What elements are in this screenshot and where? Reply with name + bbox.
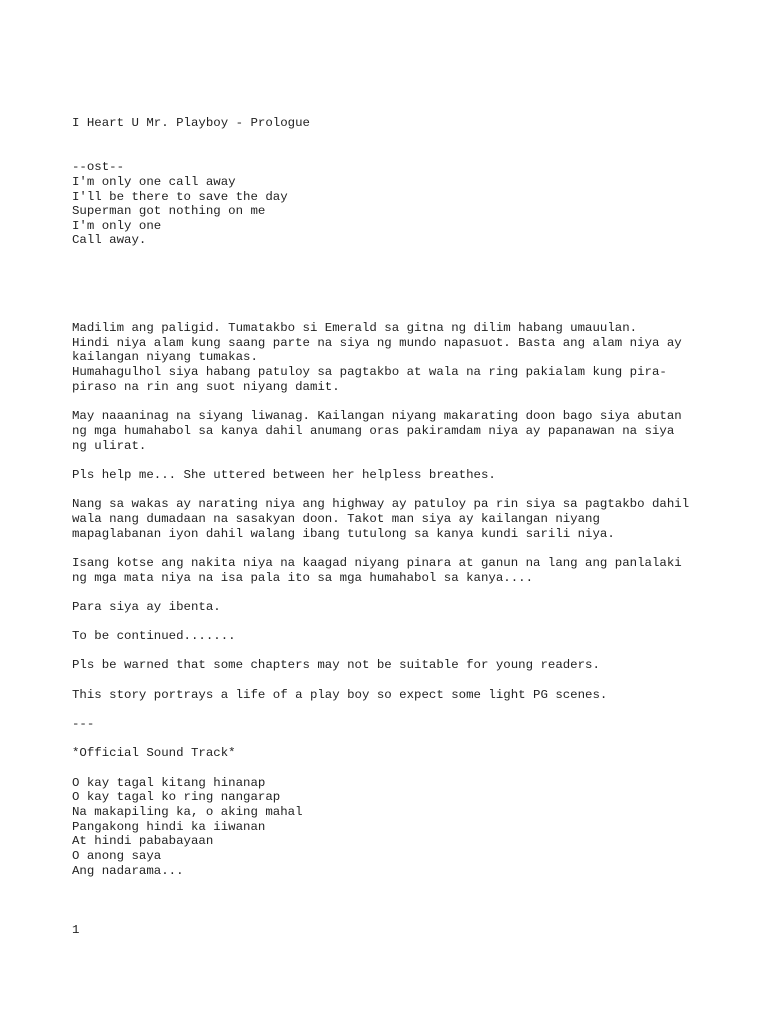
story-paragraph-line: Para siya ay ibenta. [72, 600, 221, 614]
story-paragraph-line: To be continued....... [72, 629, 236, 643]
story-paragraph-line: mapaglabanan iyon dahil walang ibang tutulong sa kanya kundi sarili niya. [72, 527, 615, 541]
story-paragraph-line: piraso na rin ang suot niyang damit. [72, 380, 340, 394]
soundtrack-lyric-line: Na makapiling ka, o aking mahal [72, 805, 303, 819]
story-paragraph-line: May naaaninag na siyang liwanag. Kailangan niyang makarating doon bago siya abutan [72, 409, 682, 423]
soundtrack-lyric-line: Pangakong hindi ka iiwanan [72, 820, 266, 834]
ost-lyric-line: I'm only one [72, 219, 162, 233]
story-paragraph-line: ng mga mata niya na isa pala ito sa mga humahabol sa kanya.... [72, 571, 534, 585]
ost-lyric-line: Superman got nothing on me [72, 204, 266, 218]
warning-line: This story portrays a life of a play boy so expect some light PG scenes. [72, 688, 608, 702]
story-paragraph-line: Pls help me... She uttered between her helpless breathes. [72, 468, 496, 482]
soundtrack-lyric-line: Ang nadarama... [72, 864, 184, 878]
story-paragraph-line: Isang kotse ang nakita niya na kaagad niyang pinara at ganun na lang ang panlalaki [72, 556, 682, 570]
page-number: 1 [72, 923, 80, 937]
soundtrack-lyric-line: O kay tagal ko ring nangarap [72, 790, 281, 804]
ost-lyric-line: I'll be there to save the day [72, 190, 288, 204]
story-paragraph-line: wala nang dumadaan na sasakyan doon. Takot man siya ay kailangan niyang [72, 512, 600, 526]
story-paragraph-line: ng mga humahabol sa kanya dahil anumang oras pakiramdam niya ay papanawan na siya [72, 424, 675, 438]
soundtrack-lyric-line: O kay tagal kitang hinanap [72, 776, 266, 790]
story-paragraph-line: kailangan niyang tumakas. [72, 350, 258, 364]
warning-line: Pls be warned that some chapters may not be suitable for young readers. [72, 658, 600, 672]
ost-lyric-line: Call away. [72, 233, 147, 247]
story-paragraph-line: ng ulirat. [72, 439, 147, 453]
story-paragraph-line: Nang sa wakas ay narating niya ang highway ay patuloy pa rin siya sa pagtakbo dahil [72, 497, 690, 511]
soundtrack-header: *Official Sound Track* [72, 746, 236, 760]
ost-header: --ost-- [72, 160, 125, 174]
soundtrack-lyric-line: O anong saya [72, 849, 162, 863]
ost-lyric-line: I'm only one call away [72, 175, 236, 189]
story-paragraph-line: Humahagulhol siya habang patuloy sa pagtakbo at wala na ring pakialam kung pira- [72, 365, 667, 379]
story-paragraph-line: Madilim ang paligid. Tumatakbo si Emerald sa gitna ng dilim habang umauulan. [72, 321, 638, 335]
soundtrack-lyric-line: At hindi pababayaan [72, 834, 214, 848]
divider: --- [72, 717, 95, 731]
story-paragraph-line: Hindi niya alam kung saang parte na siya ng mundo napasuot. Basta ang alam niya ay [72, 336, 682, 350]
document-title: I Heart U Mr. Playboy - Prologue [72, 116, 310, 130]
